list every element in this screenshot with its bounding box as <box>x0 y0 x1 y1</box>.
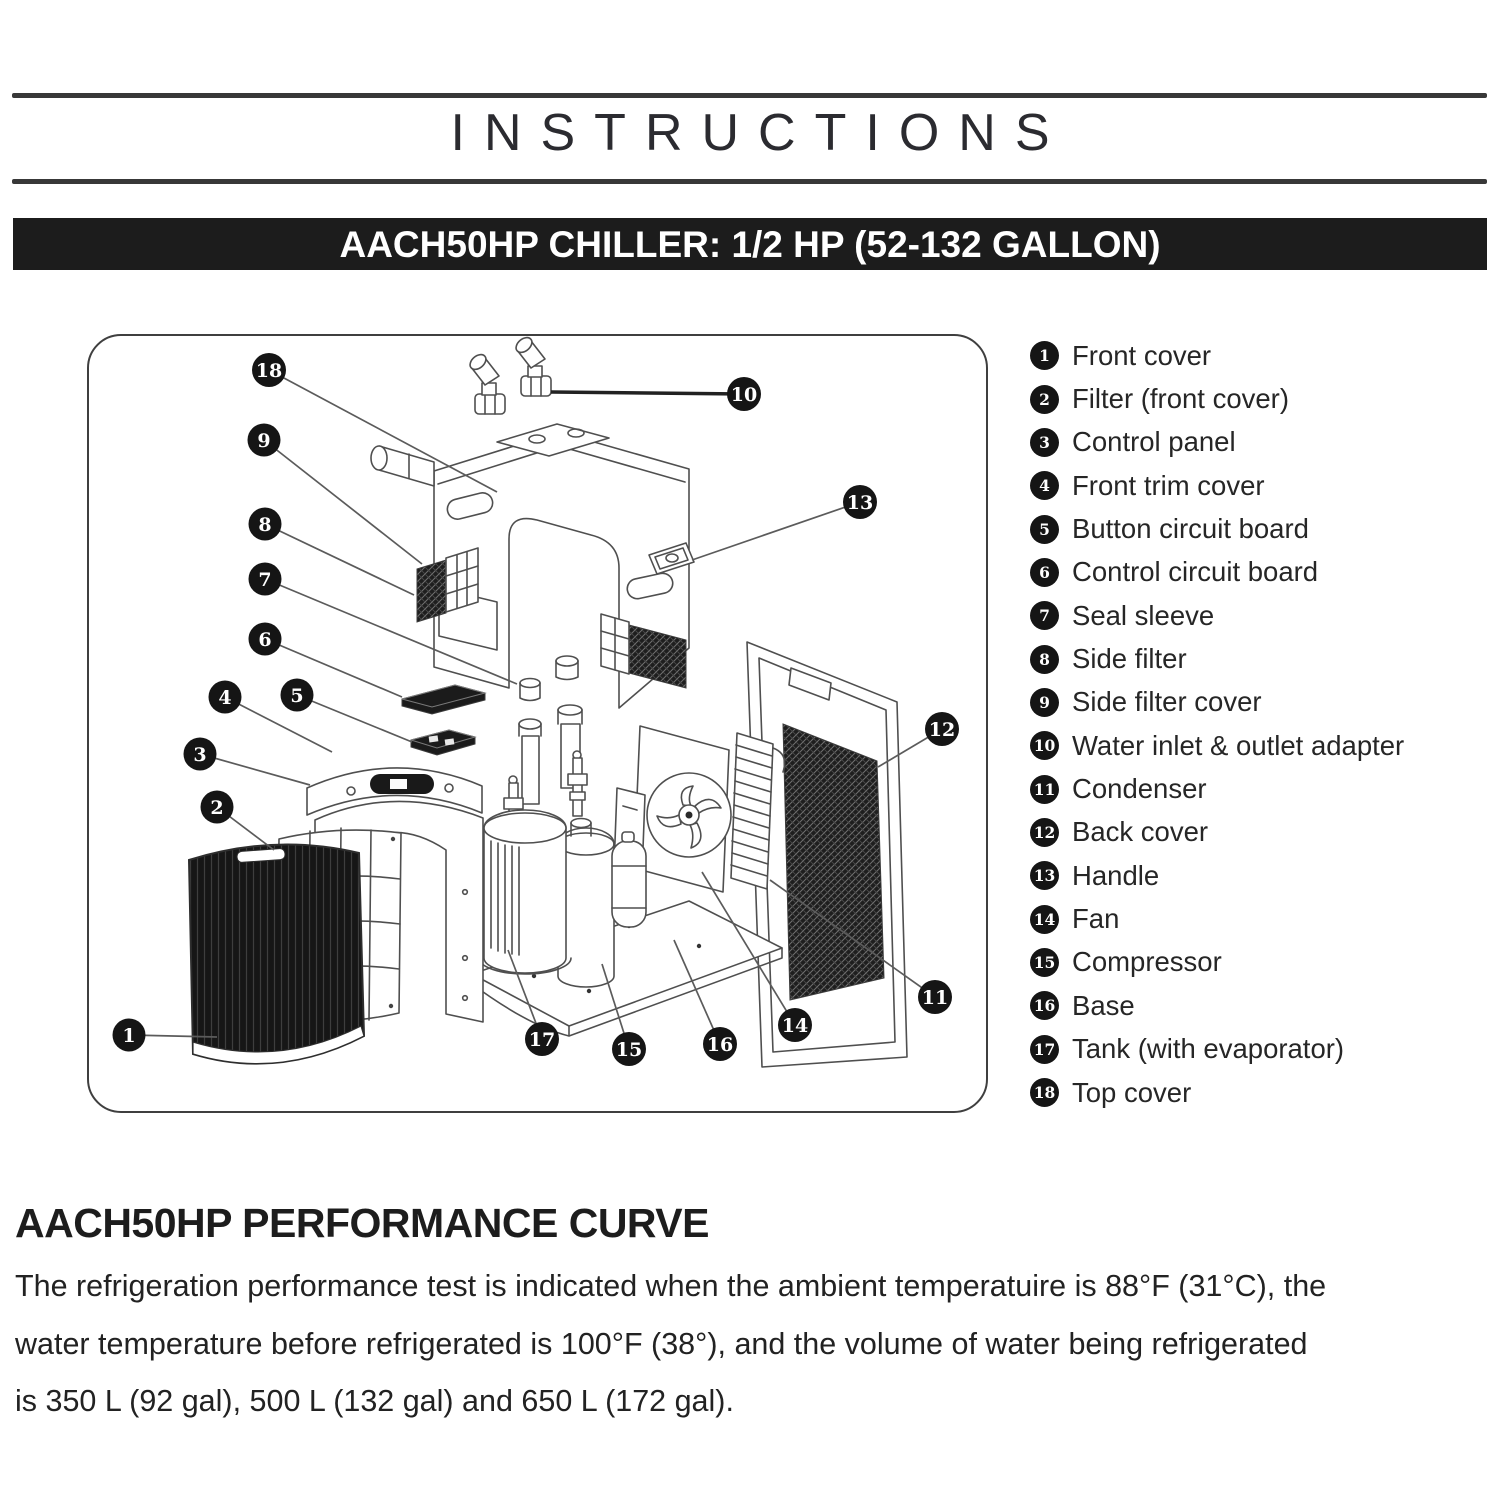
callout-18 <box>252 353 286 387</box>
callout-12 <box>925 712 959 746</box>
leader-line-8 <box>265 524 414 595</box>
callout-6 <box>249 623 282 656</box>
svg-text:8: 8 <box>258 514 272 536</box>
leader-line-3 <box>200 754 310 785</box>
part-number-badge: 9 <box>1030 688 1059 717</box>
header-rule-top <box>12 93 1487 98</box>
callout-10 <box>727 377 761 411</box>
part-label: Back cover <box>1072 816 1209 848</box>
part-number-badge: 5 <box>1030 515 1059 544</box>
performance-paragraph <box>15 1258 1493 1431</box>
parts-list-item <box>1030 334 1490 377</box>
parts-list-item <box>1030 464 1490 507</box>
svg-text:3: 3 <box>193 744 207 766</box>
part-label: Control circuit board <box>1072 556 1319 588</box>
parts-list-item <box>1030 767 1490 810</box>
part-number-badge: 15 <box>1030 948 1059 977</box>
leader-line-4 <box>225 697 332 752</box>
part-label: Water inlet & outlet adapter <box>1072 729 1405 761</box>
part-seal-sleeve <box>520 656 578 701</box>
svg-text:1: 1 <box>122 1025 136 1047</box>
part-label: Button circuit board <box>1072 513 1309 545</box>
parts-list-item <box>1030 724 1490 767</box>
part-number-badge: 1 <box>1030 341 1059 370</box>
svg-text:10: 10 <box>730 384 758 406</box>
svg-text:18: 18 <box>255 360 283 382</box>
part-label: Seal sleeve <box>1072 599 1215 631</box>
parts-list-item <box>1030 941 1490 984</box>
callout-7 <box>249 563 282 596</box>
part-side-filter <box>417 560 446 622</box>
part-front-cover <box>189 844 364 1063</box>
part-side-filter-cover <box>446 548 478 612</box>
callout-3 <box>184 738 217 771</box>
callout-14 <box>778 1008 812 1042</box>
svg-text:17: 17 <box>528 1029 556 1051</box>
callout-13 <box>843 485 877 519</box>
part-label: Front trim cover <box>1072 469 1265 501</box>
callout-8 <box>249 508 282 541</box>
parts-list-item <box>1030 421 1490 464</box>
parts-list-item <box>1030 897 1490 940</box>
parts-list-item <box>1030 984 1490 1027</box>
svg-text:16: 16 <box>706 1034 734 1056</box>
parts-list-item <box>1030 854 1490 897</box>
svg-text:13: 13 <box>846 492 874 514</box>
svg-text:14: 14 <box>781 1015 809 1037</box>
part-number-badge: 2 <box>1030 385 1059 414</box>
leader-line-10 <box>551 392 744 394</box>
leader-line-5 <box>297 695 412 742</box>
exploded-diagram-panel <box>87 334 988 1113</box>
callout-11 <box>918 980 952 1014</box>
model-banner: AACH50HP CHILLER: 1/2 HP (52-132 GALLON) <box>13 218 1487 270</box>
page-title: INSTRUCTIONS <box>450 104 1069 162</box>
parts-list-item <box>1030 594 1490 637</box>
part-label: Top cover <box>1072 1076 1192 1108</box>
svg-text:5: 5 <box>290 685 304 707</box>
parts-list-item <box>1030 551 1490 594</box>
part-number-badge: 8 <box>1030 645 1059 674</box>
part-label: Front cover <box>1072 339 1212 371</box>
callout-4 <box>209 681 242 714</box>
part-number-badge: 6 <box>1030 558 1059 587</box>
svg-text:9: 9 <box>257 430 271 452</box>
part-number-badge: 3 <box>1030 428 1059 457</box>
part-number-badge: 18 <box>1030 1078 1059 1107</box>
header-rule-bottom <box>12 179 1487 184</box>
parts-list-item <box>1030 507 1490 550</box>
leader-line-18 <box>269 370 497 492</box>
part-button-circuit-board <box>411 730 475 755</box>
svg-text:6: 6 <box>258 629 272 651</box>
parts-list-item <box>1030 377 1490 420</box>
parts-list-item <box>1030 1071 1490 1114</box>
performance-line-2: water temperature before refrigerated is 100°F (38°), and the volume of water being refrigerated <box>15 1326 1308 1361</box>
callout-15 <box>612 1032 646 1066</box>
svg-text:15: 15 <box>615 1039 643 1061</box>
parts-list-item <box>1030 811 1490 854</box>
part-label: Compressor <box>1072 946 1222 978</box>
callout-1 <box>113 1019 146 1052</box>
callout-9 <box>248 424 281 457</box>
parts-list-item <box>1030 1028 1490 1071</box>
part-number-badge: 14 <box>1030 905 1059 934</box>
parts-list-item <box>1030 681 1490 724</box>
svg-text:2: 2 <box>210 797 224 819</box>
part-number-badge: 4 <box>1030 471 1059 500</box>
callout-17 <box>525 1022 559 1056</box>
part-back-cover <box>747 642 907 1067</box>
leader-line-13 <box>692 502 860 560</box>
part-label: Condenser <box>1072 773 1207 805</box>
exploded-diagram <box>89 336 990 1115</box>
svg-text:4: 4 <box>218 687 232 709</box>
part-number-badge: 13 <box>1030 861 1059 890</box>
part-number-badge: 12 <box>1030 818 1059 847</box>
part-number-badge: 7 <box>1030 601 1059 630</box>
part-label: Control panel <box>1072 426 1236 458</box>
callout-16 <box>703 1027 737 1061</box>
performance-line-3: is 350 L (92 gal), 500 L (132 gal) and 650 L (172 gal). <box>15 1384 734 1418</box>
parts-list <box>1030 334 1490 1114</box>
svg-text:7: 7 <box>258 569 272 591</box>
part-control-circuit-board <box>402 685 485 714</box>
part-number-badge: 10 <box>1030 731 1059 760</box>
callout-2 <box>201 791 234 824</box>
svg-text:12: 12 <box>928 719 956 741</box>
part-label: Side filter cover <box>1072 686 1262 718</box>
part-label: Fan <box>1072 903 1120 935</box>
performance-line-1: The refrigeration performance test is indicated when the ambient temperatuire is 88°F (31°C), the <box>15 1269 1327 1303</box>
part-number-badge: 16 <box>1030 991 1059 1020</box>
part-label: Side filter <box>1072 643 1187 675</box>
callout-5 <box>281 679 314 712</box>
svg-text:11: 11 <box>921 987 949 1009</box>
part-label: Tank (with evaporator) <box>1072 1033 1345 1065</box>
part-number-badge: 11 <box>1030 775 1059 804</box>
part-water-inlet-outlet-adapter <box>467 336 551 414</box>
part-label: Handle <box>1072 859 1160 891</box>
part-number-badge: 17 <box>1030 1035 1059 1064</box>
part-top-cover <box>371 424 689 708</box>
part-label: Filter (front cover) <box>1072 383 1289 415</box>
performance-heading: AACH50HP PERFORMANCE CURVE <box>15 1200 709 1246</box>
part-label: Base <box>1072 989 1135 1021</box>
parts-list-item <box>1030 637 1490 680</box>
